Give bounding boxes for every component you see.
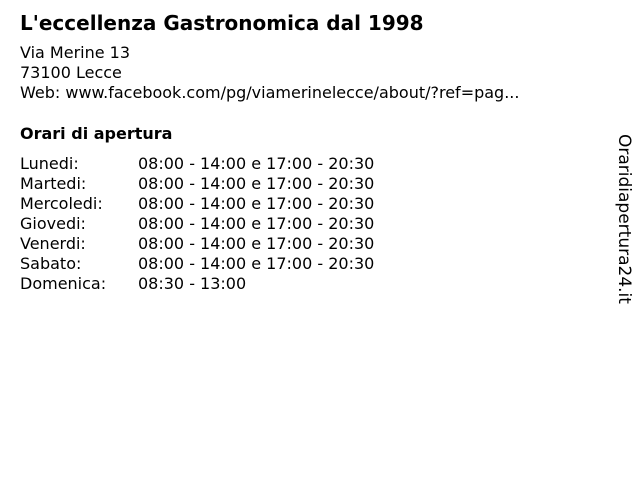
day-times: 08:00 - 14:00 e 17:00 - 20:30 [138, 194, 375, 213]
day-times: 08:00 - 14:00 e 17:00 - 20:30 [138, 174, 375, 193]
day-label: Martedi: [20, 174, 87, 193]
day-label: Venerdi: [20, 234, 86, 253]
opening-hours-heading: Orari di apertura [20, 124, 173, 143]
hours-row-wednesday [20, 194, 374, 214]
site-watermark: Oraridiapertura24.it [614, 134, 634, 304]
hours-row-tuesday [20, 174, 374, 194]
hours-row-sunday [20, 274, 374, 294]
day-label: Giovedi: [20, 214, 86, 233]
website-link[interactable]: Web: www.facebook.com/pg/viamerinelecce/about/?ref=pag... [20, 83, 520, 102]
address-street: Via Merine 13 [20, 43, 131, 62]
address-block [20, 43, 519, 103]
opening-hours-table [20, 154, 374, 294]
day-times: 08:00 - 14:00 e 17:00 - 20:30 [138, 214, 375, 233]
day-label: Domenica: [20, 274, 107, 293]
day-times: 08:00 - 14:00 e 17:00 - 20:30 [138, 154, 375, 173]
hours-row-monday [20, 154, 374, 174]
day-label: Mercoledi: [20, 194, 103, 213]
day-label: Lunedi: [20, 154, 79, 173]
day-times: 08:00 - 14:00 e 17:00 - 20:30 [138, 234, 375, 253]
hours-row-saturday [20, 254, 374, 274]
hours-row-thursday [20, 214, 374, 234]
page-title: L'eccellenza Gastronomica dal 1998 [20, 11, 424, 35]
day-times: 08:00 - 14:00 e 17:00 - 20:30 [138, 254, 375, 273]
hours-row-friday [20, 234, 374, 254]
day-label: Sabato: [20, 254, 82, 273]
address-city: 73100 Lecce [20, 63, 122, 82]
day-times: 08:30 - 13:00 [138, 274, 247, 293]
